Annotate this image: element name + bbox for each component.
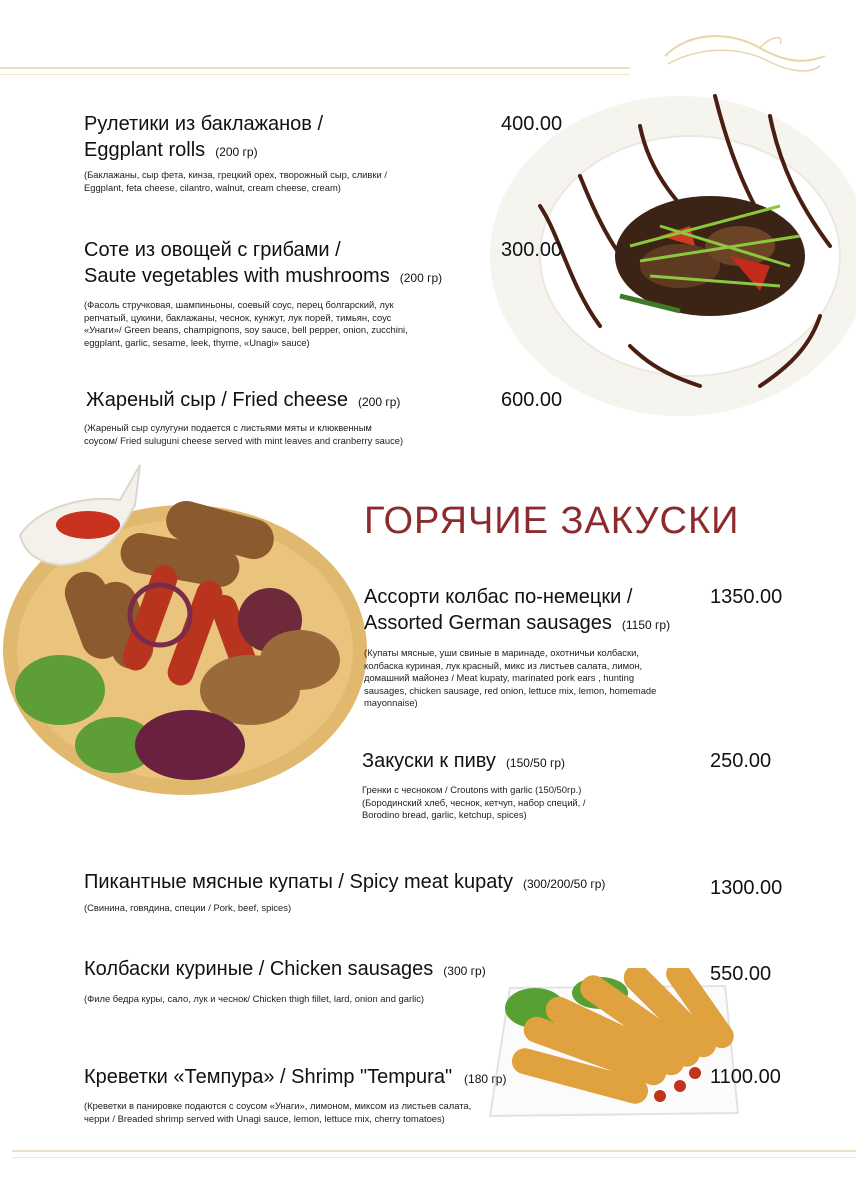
- item-price: 1300.00: [710, 877, 783, 899]
- item-price: 400.00: [501, 113, 563, 135]
- menu-item-name: [84, 111, 323, 165]
- item-price: 300.00: [501, 239, 563, 261]
- menu-item-name: [86, 387, 400, 415]
- item-weight: (200 гр): [215, 145, 258, 159]
- item-description: (Креветки в панировке подаются с соусом «Унаги», лимоном, миксом из листьев салата, черри / Breaded shrimp served with Unagi sauce, lemon, lettuce mix, cherry tomatoes): [84, 1100, 472, 1124]
- sausage-platter-photo: [0, 445, 372, 805]
- item-description: (Купаты мясные, уши свиные в маринаде, охотничьи колбаски, колбаска куриная, лук красный, микс из листьев салата, лимон, домашний майонез / Meat kupaty, marinated pork ears , hunting sausages, chicken sausage, red onion, lettuce mix, lemon, homemade mayonnaise): [364, 647, 657, 709]
- section-title: ГОРЯЧИЕ ЗАКУСКИ: [364, 500, 740, 542]
- item-price: 550.00: [710, 963, 772, 985]
- item-name-line2: Saute vegetables with mushrooms: [84, 265, 390, 287]
- top-divider: [0, 67, 630, 69]
- menu-item-name: [84, 956, 486, 984]
- item-name-line1: Рулетики из баклажанов /: [84, 113, 324, 135]
- item-description: (Фасоль стручковая, шампиньоны, соевый соус, перец болгарский, лук репчатый, цукини, баклажаны, чеснок, кунжут, лук порей, тимьян, соус «Унаги»/ Green beans, champignons, soy sauce, bell pepper, onion, zucchini, eggplant, garlic, sesame, leek, thyme, «Unagi» sauce): [84, 299, 408, 348]
- item-weight: (180 гр): [464, 1072, 507, 1086]
- item-price: 250.00: [710, 750, 772, 772]
- menu-item-name: [84, 869, 605, 897]
- item-weight: (300/200/50 гр): [522, 877, 606, 891]
- item-name-line1: Креветки «Темпура» / Shrimp "Tempura": [84, 1066, 453, 1088]
- item-weight: (200 гр): [358, 395, 401, 409]
- menu-item-name: [84, 1064, 506, 1092]
- item-price: 600.00: [501, 389, 563, 411]
- bottom-divider: [12, 1150, 856, 1152]
- top-divider-thin: [0, 74, 630, 75]
- menu-item-name: [364, 584, 670, 638]
- item-description: (Филе бедра куры, сало, лук и чеснок/ Chicken thigh fillet, lard, onion and garlic): [84, 993, 425, 1004]
- item-name-line2: Eggplant rolls: [84, 139, 206, 161]
- item-name-line1: Жареный сыр / Fried cheese: [86, 389, 348, 411]
- item-weight: (1150 гр): [621, 618, 671, 632]
- item-weight: (150/50 гр): [505, 756, 566, 770]
- item-name-line1: Колбаски куриные / Chicken sausages: [84, 958, 434, 980]
- tempura-shrimp-plate-photo: [480, 968, 742, 1128]
- item-description: (Баклажаны, сыр фета, кинза, грецкий орех, творожный сыр, сливки / Eggplant, feta cheese, cilantro, walnut, cream cheese, cream): [84, 169, 387, 193]
- item-price: 1350.00: [710, 586, 783, 608]
- item-name-line2: Assorted German sausages: [364, 612, 612, 634]
- item-name-line1: Пикантные мясные купаты / Spicy meat kupaty: [84, 871, 513, 893]
- item-price: 1100.00: [710, 1066, 781, 1088]
- menu-item-name: [362, 748, 565, 776]
- item-description: (Жареный сыр сулугуни подается с листьями мяты и клюквенным соусом/ Fried suluguni cheese served with mint leaves and cranberry sauce): [84, 422, 404, 446]
- item-description: (Свинина, говядина, специи / Pork, beef, spices): [84, 902, 292, 913]
- item-weight: (300 гр): [443, 964, 486, 978]
- item-name-line1: Закуски к пиву: [362, 750, 496, 772]
- item-description: Гренки с чесноком / Croutons with garlic (150/50гр.) (Бородинский хлеб, чеснок, кетчуп, набор специй, / Borodino bread, garlic, ketchup, spices): [362, 784, 586, 821]
- menu-item-name: [84, 237, 442, 291]
- ornament-flourish: [660, 26, 830, 86]
- item-name-line1: Ассорти колбас по-немецки /: [364, 586, 633, 608]
- bottom-divider-thin: [12, 1157, 856, 1158]
- item-weight: (200 гр): [399, 271, 443, 285]
- item-name-line1: Соте из овощей с грибами /: [84, 239, 341, 261]
